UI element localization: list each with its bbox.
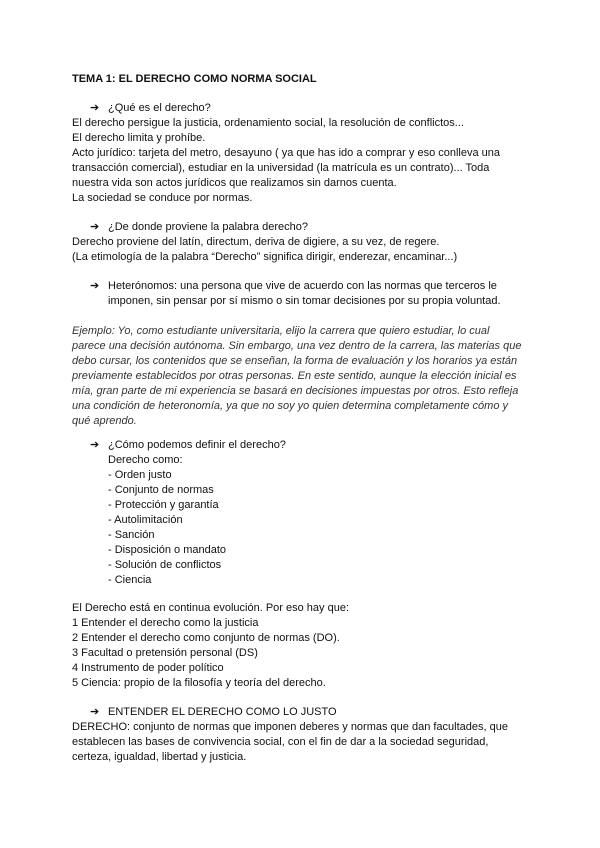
example-line: debo cursar, los contenidos que se enseñan, la forma de evaluación y los horarios ya están <box>72 355 518 367</box>
section-heading-que-es: ¿Qué es el derecho? <box>108 102 211 114</box>
paragraph-line: El derecho limita y prohíbe. <box>72 132 206 144</box>
arrow-icon: ➔ <box>90 439 100 451</box>
paragraph-line: nuestra vida son actos jurídicos que realizamos sin darnos cuenta. <box>72 177 397 189</box>
evolution-intro: El Derecho está en continua evolución. Por eso hay que: <box>72 602 350 614</box>
section-heading-justo: ENTENDER EL DERECHO COMO LO JUSTO <box>108 706 337 718</box>
paragraph-line: certeza, igualdad, libertad y justicia. <box>72 751 247 763</box>
paragraph-line: transacción comercial), estudiar en la universidad (la matrícula es un contrato)... Toda <box>72 162 490 174</box>
example-line: parece una decisión autónoma. Sin embargo, una vez dentro de la carrera, las materias que <box>72 340 522 352</box>
example-line: una condición de heteronomía, ya que no soy yo quien determina completamente cómo y <box>72 400 508 412</box>
list-item: - Protección y garantía <box>108 499 219 511</box>
paragraph-line: establecen las bases de convivencia social, con el fin de dar a la sociedad seguridad, <box>72 736 489 748</box>
example-line: mía, gran parte de mi experiencia se basará en decisiones impuestas por otros. Esto refleja <box>72 385 519 397</box>
arrow-icon: ➔ <box>90 280 100 292</box>
numbered-item: 2 Entender el derecho como conjunto de normas (DO). <box>72 632 340 644</box>
example-line: previamente establecidos por otras personas. En este sentido, aunque la elección inicial es <box>72 370 517 382</box>
heteronomos-line: imponen, sin pensar por sí mismo o sin tomar decisiones por su propia voluntad. <box>108 295 501 307</box>
list-item: - Ciencia <box>108 574 152 586</box>
example-line: Ejemplo: Yo, como estudiante universitaria, elijo la carrera que quiero estudiar, lo cual <box>72 325 490 337</box>
example-line: qué aprendo. <box>72 415 137 427</box>
list-item: - Autolimitación <box>108 514 183 526</box>
paragraph-line: (La etimología de la palabra “Derecho” significa dirigir, enderezar, encaminar...) <box>72 251 458 263</box>
list-item: - Conjunto de normas <box>108 484 214 496</box>
paragraph-line: Acto jurídico: tarjeta del metro, desayuno ( ya que has ido a comprar y eso conlleva una <box>72 147 501 159</box>
numbered-item: 4 Instrumento de poder político <box>72 662 224 674</box>
list-item: - Disposición o mandato <box>108 544 227 556</box>
list-item: - Solución de conflictos <box>108 559 222 571</box>
list-item: - Orden justo <box>108 469 172 481</box>
arrow-icon: ➔ <box>90 102 100 114</box>
numbered-item: 3 Facultad o pretensión personal (DS) <box>72 647 258 659</box>
document-title: TEMA 1: EL DERECHO COMO NORMA SOCIAL <box>72 73 317 85</box>
paragraph-line: La sociedad se conduce por normas. <box>72 192 253 204</box>
arrow-icon: ➔ <box>90 706 100 718</box>
heteronomos-line: Heterónomos: una persona que vive de acuerdo con las normas que terceros le <box>108 280 497 292</box>
arrow-icon: ➔ <box>90 221 100 233</box>
numbered-item: 1 Entender el derecho como la justicia <box>72 617 259 629</box>
section-heading-origen: ¿De donde proviene la palabra derecho? <box>108 221 308 233</box>
definition-intro: Derecho como: <box>108 454 183 466</box>
paragraph-line: El derecho persigue la justicia, ordenamiento social, la resolución de conflictos... <box>72 117 464 129</box>
paragraph-line: Derecho proviene del latín, directum, deriva de digiere, a su vez, de regere. <box>72 236 440 248</box>
paragraph-line: DERECHO: conjunto de normas que imponen deberes y normas que dan facultades, que <box>72 721 508 733</box>
numbered-item: 5 Ciencia: propio de la filosofía y teoría del derecho. <box>72 677 326 689</box>
list-item: - Sanción <box>108 529 155 541</box>
section-heading-definir: ¿Cómo podemos definir el derecho? <box>108 439 286 451</box>
